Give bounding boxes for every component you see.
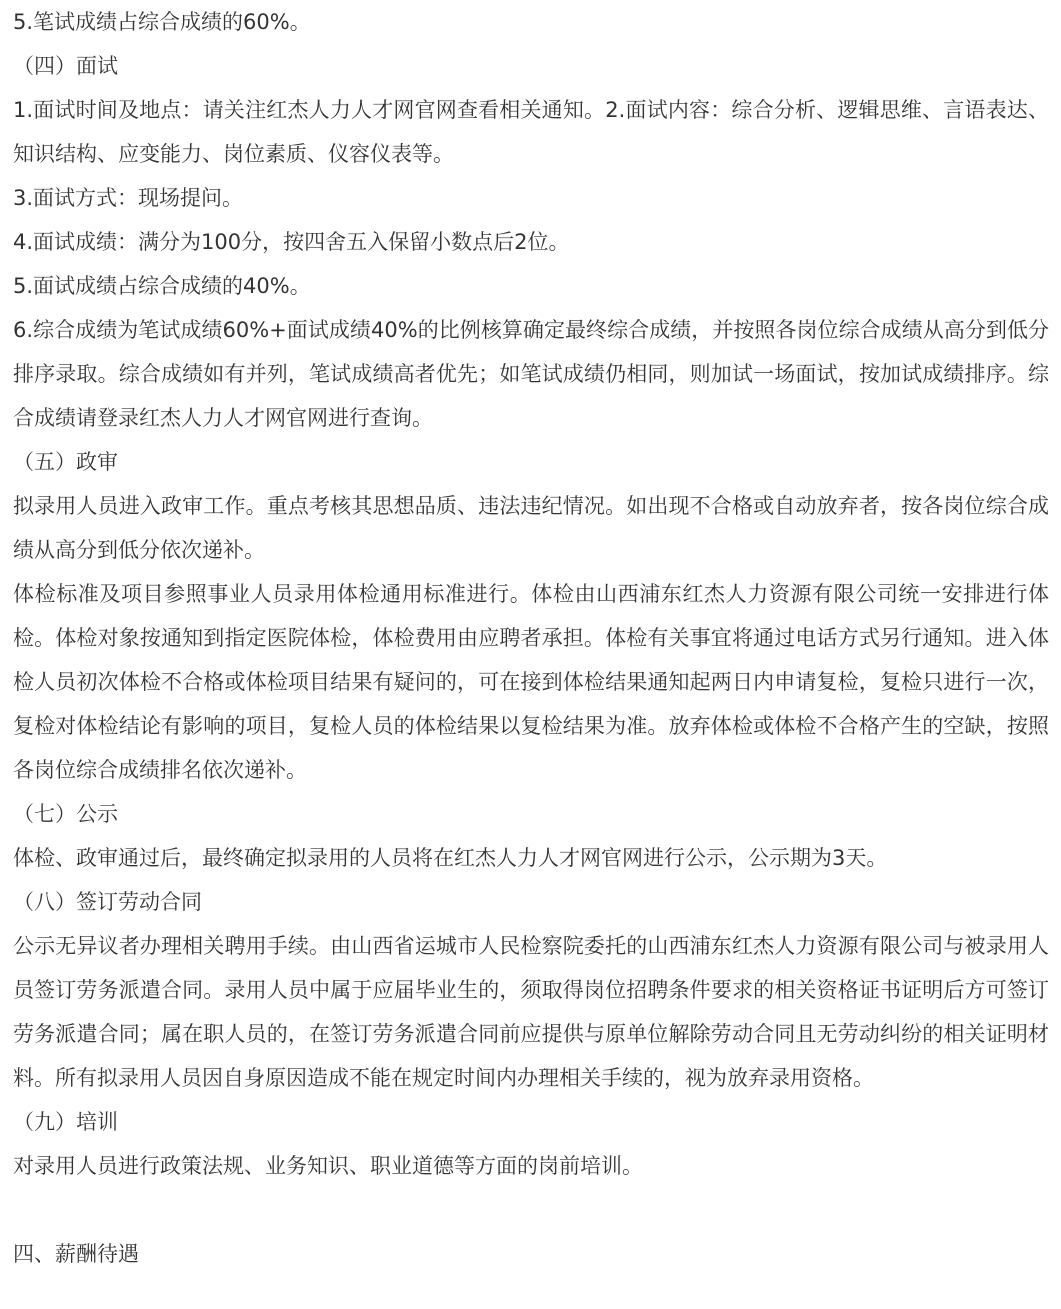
heading-interview: （四）面试 [13,54,118,78]
section-title-salary: 四、薪酬待遇 [13,1242,139,1266]
paragraph-labor-contract: 公示无异议者办理相关聘用手续。由山西省运城市人民检察院委托的山西浦东红杰人力资源有限公司与被录用人员签订劳务派遣合同。录用人员中属于应届毕业生的，须取得岗位招聘条件要求的相关资格证书证明后方可签订劳务派遣合同；属在职人员的，在签订劳务派遣合同前应提供与原单位解除劳动合同且无劳动纠纷的相关证明材料。所有拟录用人员因自身原因造成不能在规定时间内办理相关手续的，视为放弃录用资格。 [13,934,1049,1090]
heading-public-notice: （七）公示 [13,802,118,826]
article-body [13,0,1049,1276]
heading-labor-contract: （八）签订劳动合同 [13,890,202,914]
paragraph-written-score-weight: 5.笔试成绩占综合成绩的60%。 [13,10,311,34]
heading-training: （九）培训 [13,1110,118,1134]
paragraph-training: 对录用人员进行政策法规、业务知识、职业道德等方面的岗前培训。 [13,1154,643,1178]
paragraph-overall-score: 6.综合成绩为笔试成绩60%+面试成绩40%的比例核算确定最终综合成绩，并按照各岗位综合成绩从高分到低分排序录取。综合成绩如有并列，笔试成绩高者优先；如笔试成绩仍相同，则加试一场面试，按加试成绩排序。综合成绩请登录红杰人力人才网官网进行查询。 [13,318,1049,430]
paragraph-interview-method: 3.面试方式：现场提问。 [13,186,244,210]
paragraph-interview-score: 4.面试成绩：满分为100分，按四舍五入保留小数点后2位。 [13,230,570,254]
paragraph-political-review: 拟录用人员进入政审工作。重点考核其思想品质、违法违纪情况。如出现不合格或自动放弃者，按各岗位综合成绩从高分到低分依次递补。 [13,494,1049,562]
blank-line [13,1188,1049,1232]
paragraph-public-notice: 体检、政审通过后，最终确定拟录用的人员将在红杰人力人才网官网进行公示，公示期为3天。 [13,846,888,870]
paragraph-physical-exam: 体检标准及项目参照事业人员录用体检通用标准进行。体检由山西浦东红杰人力资源有限公司统一安排进行体检。体检对象按通知到指定医院体检，体检费用由应聘者承担。体检有关事宜将通过电话方式另行通知。进入体检人员初次体检不合格或体检项目结果有疑问的，可在接到体检结果通知起两日内申请复检，复检只进行一次，复检对体检结论有影响的项目，复检人员的体检结果以复检结果为准。放弃体检或体检不合格产生的空缺，按照各岗位综合成绩排名依次递补。 [13,582,1049,782]
heading-political-review: （五）政审 [13,450,118,474]
paragraph-interview-score-weight: 5.面试成绩占综合成绩的40%。 [13,274,311,298]
paragraph-interview-time-content: 1.面试时间及地点：请关注红杰人力人才网官网查看相关通知。2.面试内容：综合分析、逻辑思维、言语表达、知识结构、应变能力、岗位素质、仪容仪表等。 [13,98,1049,166]
